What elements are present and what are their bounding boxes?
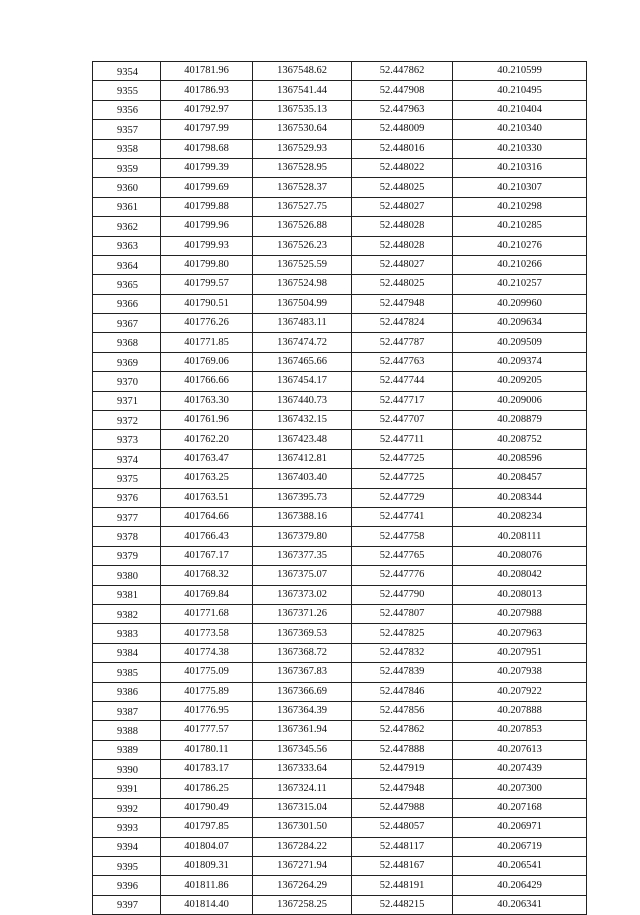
latitude-cell: 52.447711 bbox=[352, 430, 453, 449]
x-coordinate-cell: 401811.86 bbox=[161, 876, 253, 895]
point-id-cell: 9379 bbox=[93, 546, 161, 565]
latitude-cell: 52.447725 bbox=[352, 469, 453, 488]
table-row bbox=[93, 255, 587, 274]
latitude-cell: 52.447963 bbox=[352, 100, 453, 119]
x-coordinate-cell: 401786.93 bbox=[161, 81, 253, 100]
latitude-cell: 52.447824 bbox=[352, 314, 453, 333]
table-row bbox=[93, 837, 587, 856]
longitude-cell: 40.210276 bbox=[453, 236, 587, 255]
latitude-cell: 52.447725 bbox=[352, 449, 453, 468]
y-coordinate-cell: 1367541.44 bbox=[253, 81, 352, 100]
y-coordinate-cell: 1367371.26 bbox=[253, 604, 352, 623]
longitude-cell: 40.207300 bbox=[453, 779, 587, 798]
latitude-cell: 52.447787 bbox=[352, 333, 453, 352]
point-id-cell: 9362 bbox=[93, 217, 161, 236]
table-row bbox=[93, 178, 587, 197]
point-id-cell: 9390 bbox=[93, 760, 161, 779]
point-id-cell: 9395 bbox=[93, 857, 161, 876]
latitude-cell: 52.447707 bbox=[352, 411, 453, 430]
point-id-cell: 9385 bbox=[93, 663, 161, 682]
longitude-cell: 40.208344 bbox=[453, 488, 587, 507]
x-coordinate-cell: 401769.06 bbox=[161, 352, 253, 371]
longitude-cell: 40.210257 bbox=[453, 275, 587, 294]
table-row bbox=[93, 449, 587, 468]
x-coordinate-cell: 401775.09 bbox=[161, 663, 253, 682]
point-id-cell: 9397 bbox=[93, 895, 161, 914]
x-coordinate-cell: 401763.47 bbox=[161, 449, 253, 468]
table-row bbox=[93, 469, 587, 488]
longitude-cell: 40.209006 bbox=[453, 391, 587, 410]
point-id-cell: 9386 bbox=[93, 682, 161, 701]
x-coordinate-cell: 401776.95 bbox=[161, 701, 253, 720]
x-coordinate-cell: 401797.85 bbox=[161, 818, 253, 837]
y-coordinate-cell: 1367525.59 bbox=[253, 255, 352, 274]
longitude-cell: 40.207951 bbox=[453, 643, 587, 662]
longitude-cell: 40.207922 bbox=[453, 682, 587, 701]
longitude-cell: 40.207439 bbox=[453, 760, 587, 779]
y-coordinate-cell: 1367524.98 bbox=[253, 275, 352, 294]
y-coordinate-cell: 1367373.02 bbox=[253, 585, 352, 604]
x-coordinate-cell: 401777.57 bbox=[161, 721, 253, 740]
latitude-cell: 52.448191 bbox=[352, 876, 453, 895]
longitude-cell: 40.208042 bbox=[453, 566, 587, 585]
table-row bbox=[93, 507, 587, 526]
latitude-cell: 52.447839 bbox=[352, 663, 453, 682]
latitude-cell: 52.447862 bbox=[352, 62, 453, 81]
x-coordinate-cell: 401783.17 bbox=[161, 760, 253, 779]
longitude-cell: 40.206719 bbox=[453, 837, 587, 856]
x-coordinate-cell: 401814.40 bbox=[161, 895, 253, 914]
y-coordinate-cell: 1367526.88 bbox=[253, 217, 352, 236]
x-coordinate-cell: 401763.25 bbox=[161, 469, 253, 488]
table-row bbox=[93, 643, 587, 662]
latitude-cell: 52.448016 bbox=[352, 139, 453, 158]
y-coordinate-cell: 1367423.48 bbox=[253, 430, 352, 449]
longitude-cell: 40.209634 bbox=[453, 314, 587, 333]
table-row bbox=[93, 527, 587, 546]
table-row bbox=[93, 798, 587, 817]
longitude-cell: 40.210307 bbox=[453, 178, 587, 197]
coordinates-table-body bbox=[93, 62, 587, 915]
latitude-cell: 52.447948 bbox=[352, 779, 453, 798]
y-coordinate-cell: 1367483.11 bbox=[253, 314, 352, 333]
table-row bbox=[93, 663, 587, 682]
point-id-cell: 9371 bbox=[93, 391, 161, 410]
x-coordinate-cell: 401799.93 bbox=[161, 236, 253, 255]
longitude-cell: 40.208879 bbox=[453, 411, 587, 430]
x-coordinate-cell: 401776.26 bbox=[161, 314, 253, 333]
point-id-cell: 9384 bbox=[93, 643, 161, 662]
y-coordinate-cell: 1367535.13 bbox=[253, 100, 352, 119]
point-id-cell: 9391 bbox=[93, 779, 161, 798]
point-id-cell: 9382 bbox=[93, 604, 161, 623]
x-coordinate-cell: 401799.80 bbox=[161, 255, 253, 274]
point-id-cell: 9374 bbox=[93, 449, 161, 468]
point-id-cell: 9396 bbox=[93, 876, 161, 895]
y-coordinate-cell: 1367258.25 bbox=[253, 895, 352, 914]
latitude-cell: 52.448025 bbox=[352, 275, 453, 294]
longitude-cell: 40.207963 bbox=[453, 624, 587, 643]
longitude-cell: 40.206541 bbox=[453, 857, 587, 876]
table-row bbox=[93, 411, 587, 430]
point-id-cell: 9367 bbox=[93, 314, 161, 333]
longitude-cell: 40.207168 bbox=[453, 798, 587, 817]
table-row bbox=[93, 139, 587, 158]
y-coordinate-cell: 1367301.50 bbox=[253, 818, 352, 837]
table-row bbox=[93, 546, 587, 565]
y-coordinate-cell: 1367529.93 bbox=[253, 139, 352, 158]
y-coordinate-cell: 1367367.83 bbox=[253, 663, 352, 682]
longitude-cell: 40.210404 bbox=[453, 100, 587, 119]
point-id-cell: 9354 bbox=[93, 62, 161, 81]
latitude-cell: 52.448117 bbox=[352, 837, 453, 856]
latitude-cell: 52.448215 bbox=[352, 895, 453, 914]
latitude-cell: 52.447776 bbox=[352, 566, 453, 585]
longitude-cell: 40.206971 bbox=[453, 818, 587, 837]
point-id-cell: 9377 bbox=[93, 507, 161, 526]
longitude-cell: 40.208234 bbox=[453, 507, 587, 526]
x-coordinate-cell: 401799.57 bbox=[161, 275, 253, 294]
point-id-cell: 9359 bbox=[93, 158, 161, 177]
point-id-cell: 9392 bbox=[93, 798, 161, 817]
table-row bbox=[93, 62, 587, 81]
y-coordinate-cell: 1367333.64 bbox=[253, 760, 352, 779]
longitude-cell: 40.209205 bbox=[453, 372, 587, 391]
y-coordinate-cell: 1367364.39 bbox=[253, 701, 352, 720]
y-coordinate-cell: 1367432.15 bbox=[253, 411, 352, 430]
point-id-cell: 9361 bbox=[93, 197, 161, 216]
y-coordinate-cell: 1367379.80 bbox=[253, 527, 352, 546]
latitude-cell: 52.448009 bbox=[352, 120, 453, 139]
latitude-cell: 52.447717 bbox=[352, 391, 453, 410]
table-row bbox=[93, 333, 587, 352]
latitude-cell: 52.447948 bbox=[352, 294, 453, 313]
y-coordinate-cell: 1367528.95 bbox=[253, 158, 352, 177]
table-row bbox=[93, 488, 587, 507]
latitude-cell: 52.447790 bbox=[352, 585, 453, 604]
x-coordinate-cell: 401786.25 bbox=[161, 779, 253, 798]
longitude-cell: 40.210298 bbox=[453, 197, 587, 216]
longitude-cell: 40.207988 bbox=[453, 604, 587, 623]
latitude-cell: 52.447908 bbox=[352, 81, 453, 100]
y-coordinate-cell: 1367284.22 bbox=[253, 837, 352, 856]
table-row bbox=[93, 721, 587, 740]
longitude-cell: 40.206341 bbox=[453, 895, 587, 914]
longitude-cell: 40.209509 bbox=[453, 333, 587, 352]
y-coordinate-cell: 1367264.29 bbox=[253, 876, 352, 895]
latitude-cell: 52.447919 bbox=[352, 760, 453, 779]
y-coordinate-cell: 1367361.94 bbox=[253, 721, 352, 740]
table-row bbox=[93, 779, 587, 798]
point-id-cell: 9373 bbox=[93, 430, 161, 449]
latitude-cell: 52.447744 bbox=[352, 372, 453, 391]
table-row bbox=[93, 740, 587, 759]
y-coordinate-cell: 1367530.64 bbox=[253, 120, 352, 139]
y-coordinate-cell: 1367528.37 bbox=[253, 178, 352, 197]
table-row bbox=[93, 217, 587, 236]
longitude-cell: 40.207938 bbox=[453, 663, 587, 682]
x-coordinate-cell: 401768.32 bbox=[161, 566, 253, 585]
x-coordinate-cell: 401766.66 bbox=[161, 372, 253, 391]
latitude-cell: 52.447741 bbox=[352, 507, 453, 526]
x-coordinate-cell: 401763.51 bbox=[161, 488, 253, 507]
point-id-cell: 9364 bbox=[93, 255, 161, 274]
table-row bbox=[93, 818, 587, 837]
x-coordinate-cell: 401804.07 bbox=[161, 837, 253, 856]
table-row bbox=[93, 197, 587, 216]
y-coordinate-cell: 1367271.94 bbox=[253, 857, 352, 876]
longitude-cell: 40.206429 bbox=[453, 876, 587, 895]
y-coordinate-cell: 1367345.56 bbox=[253, 740, 352, 759]
longitude-cell: 40.207613 bbox=[453, 740, 587, 759]
table-row bbox=[93, 158, 587, 177]
table-row bbox=[93, 430, 587, 449]
x-coordinate-cell: 401767.17 bbox=[161, 546, 253, 565]
point-id-cell: 9383 bbox=[93, 624, 161, 643]
y-coordinate-cell: 1367526.23 bbox=[253, 236, 352, 255]
point-id-cell: 9358 bbox=[93, 139, 161, 158]
x-coordinate-cell: 401797.99 bbox=[161, 120, 253, 139]
latitude-cell: 52.448028 bbox=[352, 217, 453, 236]
point-id-cell: 9363 bbox=[93, 236, 161, 255]
x-coordinate-cell: 401781.96 bbox=[161, 62, 253, 81]
coordinates-table bbox=[92, 61, 587, 915]
y-coordinate-cell: 1367474.72 bbox=[253, 333, 352, 352]
x-coordinate-cell: 401792.97 bbox=[161, 100, 253, 119]
longitude-cell: 40.207853 bbox=[453, 721, 587, 740]
y-coordinate-cell: 1367548.62 bbox=[253, 62, 352, 81]
longitude-cell: 40.210340 bbox=[453, 120, 587, 139]
point-id-cell: 9389 bbox=[93, 740, 161, 759]
x-coordinate-cell: 401773.58 bbox=[161, 624, 253, 643]
point-id-cell: 9368 bbox=[93, 333, 161, 352]
y-coordinate-cell: 1367377.35 bbox=[253, 546, 352, 565]
latitude-cell: 52.447825 bbox=[352, 624, 453, 643]
latitude-cell: 52.447765 bbox=[352, 546, 453, 565]
table-row bbox=[93, 294, 587, 313]
table-row bbox=[93, 81, 587, 100]
longitude-cell: 40.208076 bbox=[453, 546, 587, 565]
latitude-cell: 52.447862 bbox=[352, 721, 453, 740]
x-coordinate-cell: 401799.88 bbox=[161, 197, 253, 216]
latitude-cell: 52.447729 bbox=[352, 488, 453, 507]
y-coordinate-cell: 1367504.99 bbox=[253, 294, 352, 313]
point-id-cell: 9381 bbox=[93, 585, 161, 604]
table-row bbox=[93, 701, 587, 720]
point-id-cell: 9378 bbox=[93, 527, 161, 546]
y-coordinate-cell: 1367375.07 bbox=[253, 566, 352, 585]
y-coordinate-cell: 1367440.73 bbox=[253, 391, 352, 410]
latitude-cell: 52.447846 bbox=[352, 682, 453, 701]
point-id-cell: 9369 bbox=[93, 352, 161, 371]
latitude-cell: 52.447763 bbox=[352, 352, 453, 371]
x-coordinate-cell: 401780.11 bbox=[161, 740, 253, 759]
y-coordinate-cell: 1367412.81 bbox=[253, 449, 352, 468]
y-coordinate-cell: 1367368.72 bbox=[253, 643, 352, 662]
point-id-cell: 9376 bbox=[93, 488, 161, 507]
table-row bbox=[93, 585, 587, 604]
table-row bbox=[93, 275, 587, 294]
longitude-cell: 40.209374 bbox=[453, 352, 587, 371]
x-coordinate-cell: 401799.96 bbox=[161, 217, 253, 236]
table-row bbox=[93, 760, 587, 779]
x-coordinate-cell: 401790.51 bbox=[161, 294, 253, 313]
longitude-cell: 40.210285 bbox=[453, 217, 587, 236]
y-coordinate-cell: 1367403.40 bbox=[253, 469, 352, 488]
x-coordinate-cell: 401790.49 bbox=[161, 798, 253, 817]
x-coordinate-cell: 401771.85 bbox=[161, 333, 253, 352]
x-coordinate-cell: 401775.89 bbox=[161, 682, 253, 701]
longitude-cell: 40.208752 bbox=[453, 430, 587, 449]
longitude-cell: 40.210266 bbox=[453, 255, 587, 274]
latitude-cell: 52.448022 bbox=[352, 158, 453, 177]
table-row bbox=[93, 100, 587, 119]
x-coordinate-cell: 401764.66 bbox=[161, 507, 253, 526]
table-row bbox=[93, 624, 587, 643]
x-coordinate-cell: 401771.68 bbox=[161, 604, 253, 623]
point-id-cell: 9388 bbox=[93, 721, 161, 740]
point-id-cell: 9370 bbox=[93, 372, 161, 391]
point-id-cell: 9366 bbox=[93, 294, 161, 313]
point-id-cell: 9357 bbox=[93, 120, 161, 139]
table-row bbox=[93, 314, 587, 333]
table-row bbox=[93, 682, 587, 701]
point-id-cell: 9365 bbox=[93, 275, 161, 294]
y-coordinate-cell: 1367395.73 bbox=[253, 488, 352, 507]
y-coordinate-cell: 1367454.17 bbox=[253, 372, 352, 391]
point-id-cell: 9380 bbox=[93, 566, 161, 585]
latitude-cell: 52.447832 bbox=[352, 643, 453, 662]
table-row bbox=[93, 372, 587, 391]
point-id-cell: 9375 bbox=[93, 469, 161, 488]
x-coordinate-cell: 401763.30 bbox=[161, 391, 253, 410]
x-coordinate-cell: 401761.96 bbox=[161, 411, 253, 430]
longitude-cell: 40.207888 bbox=[453, 701, 587, 720]
y-coordinate-cell: 1367315.04 bbox=[253, 798, 352, 817]
x-coordinate-cell: 401809.31 bbox=[161, 857, 253, 876]
latitude-cell: 52.447856 bbox=[352, 701, 453, 720]
y-coordinate-cell: 1367527.75 bbox=[253, 197, 352, 216]
table-row bbox=[93, 120, 587, 139]
longitude-cell: 40.210330 bbox=[453, 139, 587, 158]
point-id-cell: 9393 bbox=[93, 818, 161, 837]
table-row bbox=[93, 876, 587, 895]
latitude-cell: 52.448167 bbox=[352, 857, 453, 876]
latitude-cell: 52.448025 bbox=[352, 178, 453, 197]
latitude-cell: 52.447888 bbox=[352, 740, 453, 759]
point-id-cell: 9356 bbox=[93, 100, 161, 119]
latitude-cell: 52.447988 bbox=[352, 798, 453, 817]
latitude-cell: 52.447758 bbox=[352, 527, 453, 546]
x-coordinate-cell: 401766.43 bbox=[161, 527, 253, 546]
table-row bbox=[93, 236, 587, 255]
longitude-cell: 40.210599 bbox=[453, 62, 587, 81]
longitude-cell: 40.209960 bbox=[453, 294, 587, 313]
longitude-cell: 40.208013 bbox=[453, 585, 587, 604]
x-coordinate-cell: 401762.20 bbox=[161, 430, 253, 449]
y-coordinate-cell: 1367324.11 bbox=[253, 779, 352, 798]
point-id-cell: 9387 bbox=[93, 701, 161, 720]
table-row bbox=[93, 566, 587, 585]
x-coordinate-cell: 401798.68 bbox=[161, 139, 253, 158]
table-row bbox=[93, 352, 587, 371]
y-coordinate-cell: 1367369.53 bbox=[253, 624, 352, 643]
x-coordinate-cell: 401774.38 bbox=[161, 643, 253, 662]
latitude-cell: 52.448027 bbox=[352, 255, 453, 274]
longitude-cell: 40.208457 bbox=[453, 469, 587, 488]
y-coordinate-cell: 1367366.69 bbox=[253, 682, 352, 701]
longitude-cell: 40.208111 bbox=[453, 527, 587, 546]
latitude-cell: 52.447807 bbox=[352, 604, 453, 623]
latitude-cell: 52.448057 bbox=[352, 818, 453, 837]
table-row bbox=[93, 604, 587, 623]
y-coordinate-cell: 1367465.66 bbox=[253, 352, 352, 371]
point-id-cell: 9355 bbox=[93, 81, 161, 100]
y-coordinate-cell: 1367388.16 bbox=[253, 507, 352, 526]
longitude-cell: 40.210316 bbox=[453, 158, 587, 177]
point-id-cell: 9394 bbox=[93, 837, 161, 856]
table-row bbox=[93, 391, 587, 410]
point-id-cell: 9372 bbox=[93, 411, 161, 430]
longitude-cell: 40.208596 bbox=[453, 449, 587, 468]
latitude-cell: 52.448028 bbox=[352, 236, 453, 255]
x-coordinate-cell: 401799.39 bbox=[161, 158, 253, 177]
point-id-cell: 9360 bbox=[93, 178, 161, 197]
latitude-cell: 52.448027 bbox=[352, 197, 453, 216]
longitude-cell: 40.210495 bbox=[453, 81, 587, 100]
x-coordinate-cell: 401769.84 bbox=[161, 585, 253, 604]
table-row bbox=[93, 857, 587, 876]
x-coordinate-cell: 401799.69 bbox=[161, 178, 253, 197]
